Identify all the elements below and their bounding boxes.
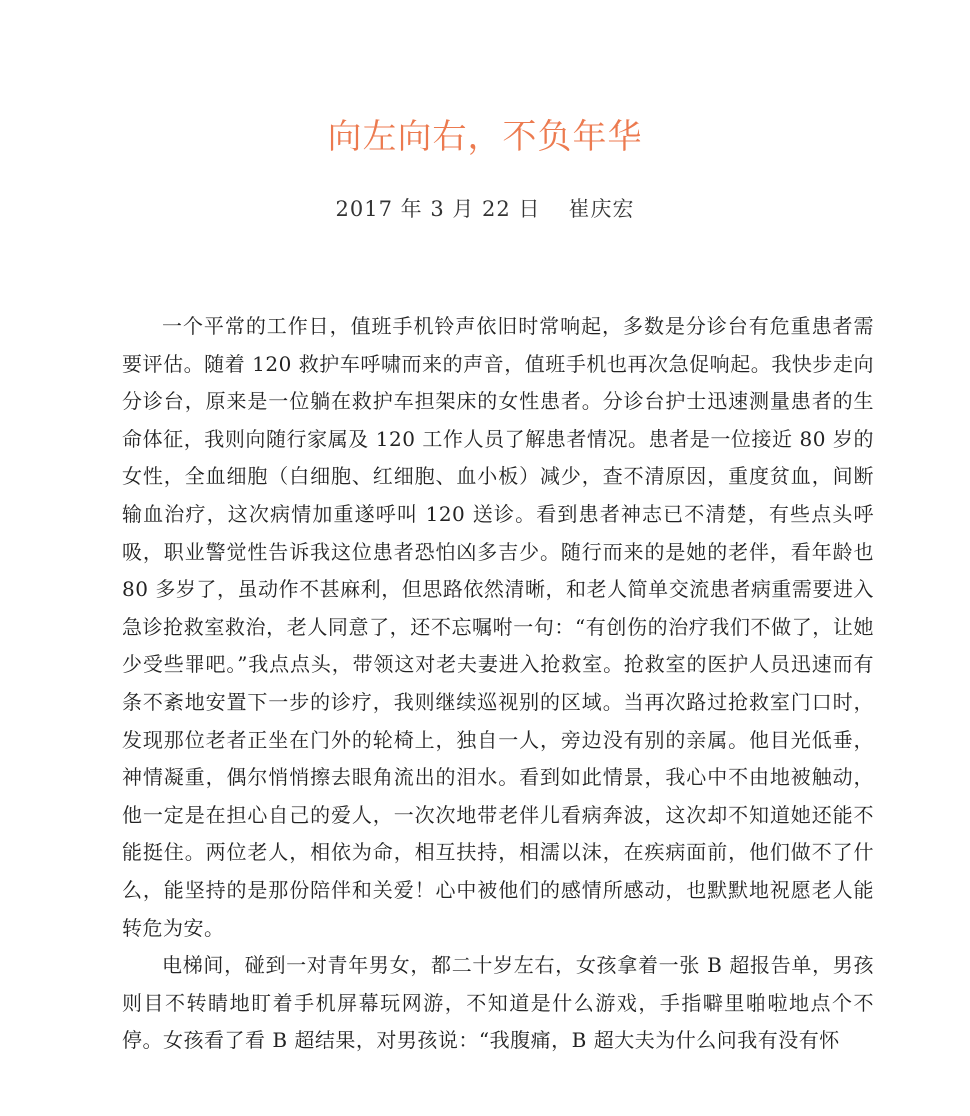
paragraph: 电梯间，碰到一对青年男女，都二十岁左右，女孩拿着一张 B 超报告单，男孩则目不转睛地盯着手机屏幕玩网游，不知道是什么游戏，手指噼里啪啦地点个不停。女孩看了看 B 超结果，对男孩说：“我腹痛，B 超大夫为什么问我有没有怀 [122, 953, 874, 1053]
article-body [122, 308, 874, 1060]
article-title: 向左向右，不负年华 [327, 117, 643, 157]
article-date: 2017 年 3 月 22 日 [335, 197, 541, 221]
article-byline [0, 193, 970, 225]
paragraph: 一个平常的工作日，值班手机铃声依旧时常响起，多数是分诊台有危重患者需要评估。随着 120 救护车呼啸而来的声音，值班手机也再次急促响起。我快步走向分诊台，原来是一位躺在救护车担架床的女性患者。分诊台护士迅速测量患者的生命体征，我则向随行家属及 120 工作人员了解患者情况。患者是一位接近 80 岁的女性，全血细胞（白细胞、红细胞、血小板）减少，查不清原因，重度贫血，间断输血治疗，这次病情加重遂呼叫 120 送诊。看到患者神志已不清楚，有些点头呼吸，职业警觉性告诉我这位患者恐怕凶多吉少。随行而来的是她的老伴，看年龄也 80 多岁了，虽动作不甚麻利，但思路依然清晰，和老人简单交流患者病重需要进入急诊抢救室救治，老人同意了，还不忘嘱咐一句：“有创伤的治疗我们不做了，让她少受些罪吧。”我点点头，带领这对老夫妻进入抢救室。抢救室的医护人员迅速而有条不紊地安置下一步的诊疗，我则继续巡视别的区域。当再次路过抢救室门口时，发现那位老者正坐在门外的轮椅上，独自一人，旁边没有别的亲属。他目光低垂，神情凝重，偶尔悄悄擦去眼角流出的泪水。看到如此情景，我心中不由地被触动，他一定是在担心自己的爱人，一次次地带老伴儿看病奔波，这次却不知道她还能不能挺住。两位老人，相依为命，相互扶持，相濡以沫，在疾病面前，他们做不了什么，能坚持的是那份陪伴和关爱！心中被他们的感情所感动，也默默地祝愿老人能转危为安。 [122, 314, 874, 940]
article-author: 崔庆宏 [568, 197, 635, 221]
